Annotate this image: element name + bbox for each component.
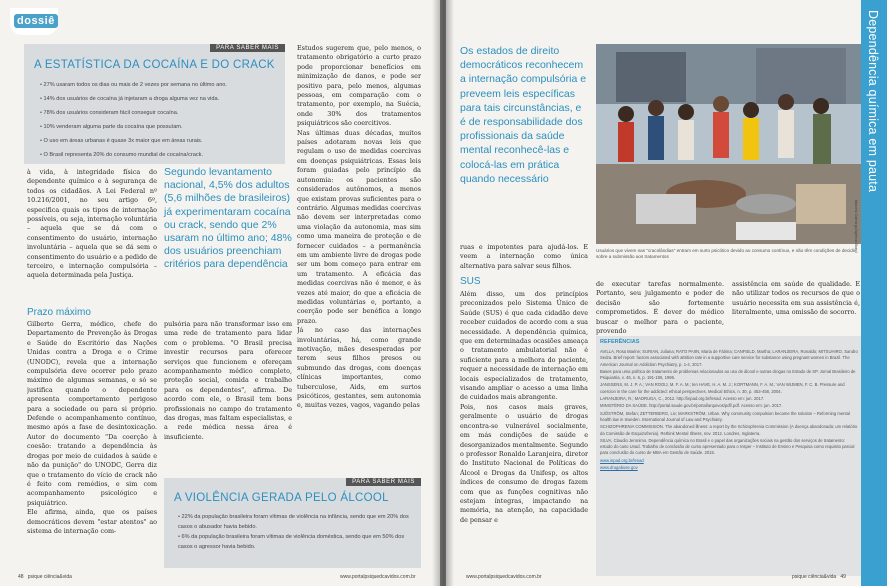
list-item: • 14% dos usuários de cocaína já injetaram a droga alguma vez na vida. — [40, 92, 280, 106]
stats-list — [40, 78, 280, 162]
column-1b — [27, 320, 157, 552]
reference-item: SCHIZOPHRENIA COMMISSION. The abandoned illness: a report by the Schizophrenia Commission (A doença abandonada: um relatório da Comissão de Esquizofrenia). Rethink Mental Illness, nov. 2012. Londres, Inglaterra. — [600, 424, 858, 436]
list-item: • 10% venderam alguma parte da cocaína que possuíam. — [40, 120, 280, 134]
column-2 — [164, 320, 292, 442]
paragraph: Além disso, um dos princípios preconizados pelo Sistema Único de Saúde (SUS) é que cada cidadão deve receber cuidados de acordo com a sua necessidade. A dependência química, que em determinadas ocasiões ameaça o tratamento ambulatorial não é suficiente para a melhora do paciente, requer a necessidade de internação em locais especializados de tratamento, visando ampliar o acesso a uma linha de cuidados mais abrangente. — [460, 290, 588, 402]
reference-link[interactable]: www.drugabuse.gov — [600, 465, 638, 471]
reference-item: Bases para uma política de tratamento de problemas relacionados ao uso de álcool e outras drogas no Estado de SP. Jornal Brasileiro de Psiquiatria, v. 45, n. 6, p. 191-195, 1996. — [600, 368, 856, 381]
list-item: • 27% usaram todos os dias ou mais de 2 vezes por semana no último ano. — [40, 78, 280, 92]
paragraph: Ele afirma, ainda, que os países democráticos devem "estar atentos" ao sistema de internação com- — [27, 508, 157, 535]
paragraph: à vida, à integridade física do dependente químico e à segurança de todos os cidadãos. A Lei Federal nº 10.216/2001, no seu artigo 6º, especifica quais os tipos de internação possíveis, ou seja, internação voluntária – aquela que se dá com o consentimento do usuário, internação involuntária – aquela que se dá sem o consentimento do usuário e a pedido de terceiro, e internação compulsória – aquela determinada pela Justiça. — [27, 168, 158, 280]
dossie-label: dossiê — [14, 14, 58, 28]
box-title: A ESTATÍSTICA DA COCAÍNA E DO CRACK — [34, 59, 275, 71]
section-heading-prazo: Prazo máximo — [27, 307, 91, 318]
reference-item: AVILLA, Rosa Marine; SURIAN, Juliana; RATO PAIIN, Maria de Fátima; CANFIELD, Martha; LARANJEIRA, Ronaldo; MITSUHIRO, Sandro Sedra. Brief report: factors associated with attrition rate in a supportive care service for substance using pregnant women in Brazil. The American Journal on Addiction Psychiatry, p. 1-4, 2017. — [600, 349, 858, 367]
list-item: • 22% da população brasileira foram vítimas de violência na infância, sendo que em 20% dos casos o abusador havia bebido. — [178, 512, 414, 532]
stats-box-alcohol — [164, 478, 421, 568]
references-list — [600, 349, 858, 472]
right-page — [446, 0, 887, 586]
pullquote-right: Os estados de direito democráticos reconhecem a internação compulsória e preveem leis específicas para tais circunstâncias, e é de responsabilidade dos profissionais da saúde mental reconhecê-las e colocá-las em prática quando necessário — [460, 45, 587, 185]
column-1 — [27, 168, 157, 281]
crowd-illustration — [596, 44, 862, 244]
column-2 — [596, 280, 724, 336]
paragraph: ruas e impotentes para ajudá-los. E veem a internação como única alternativa para salvar seus filhos. — [460, 243, 588, 270]
paragraph: Já no caso das internações involuntárias, há, como grande motivação, mães desesperadas por terem seus filhos presos ou submundo das drogas, com doenças clínicas importantes, como tuberculose, Aids, em surtos psicóticos, gestantes, sem autonomia e, muitas vezes, vagos, vagando pelas — [297, 326, 421, 410]
reference-item: SJÖSTRÖM, Stefan; ZETTERBERG, Liv; MARKSTRÖM, Urban. Why community compulsion became the solution – Reforming mental health law in Sweden. International Journal of Law and Psychiatry. — [600, 410, 850, 422]
section-side-bar — [861, 0, 887, 586]
paragraph: Nas últimas duas décadas, muitos países adotaram novas leis que regulam o uso de medidas coercivas em doenças psiquiátricas. Essas leis foram guiadas pelo princípio da autonomia: os pacientes são considerados autônomos, a menos que existam provas suficientes para o contrário. Algumas medidas coercivas não devem ser interpretadas como uma violação da autonomia, mas sim como uma maneira de proteção e de fornecer cuidados – a permanência em um ambiente livre de drogas pode ser um bom começo para entrar em um tratamento. A eficácia das medidas coercivas não é menor, e às vezes até maior, do que a eficácia de medidas voluntárias e, portanto, a coerção pode ser benéfica a longo prazo. — [297, 128, 421, 325]
list-item: • 78% dos usuários consideram fácil conseguir cocaína. — [40, 106, 280, 120]
paragraph: Pois, nos casos mais graves, geralmente o usuário de drogas encontra-se vulnerável socialmente, em más condições de saúde e desorganizados mentalmente. Segundo o professor Ronaldo Laranjeira, diretor do Instituto Nacional de Políticas do Álcool e Drogas da Unifesp, os altos índices de consumo de drogas fazem com que as funções cognitivas não estejam íntegras, impactando na memória, na atenção, na capacidade de pensar e — [460, 402, 588, 524]
violence-list — [178, 512, 414, 552]
box-title: A VIOLÊNCIA GERADA PELO ÁLCOOL — [174, 492, 389, 504]
photo-caption: Usuários que vivem nas "cracolândias" entram em surto psicótico devido ao consumo contínuo, e não têm condições de decidir sobre a submissão aos tratamentos — [596, 248, 856, 259]
column-sus — [460, 290, 588, 576]
magazine-name: psique ciência&vida — [27, 574, 72, 580]
page-number: 49 — [840, 574, 846, 580]
reference-link[interactable]: www.inpad.org.br/lenad — [600, 457, 644, 463]
page-number: 48 — [18, 574, 24, 580]
paragraph: Estudos sugerem que, pelo menos, o tratamento obrigatório a curto prazo pode proporcionar benefícios em minimização de danos, e pode ser positivo para, pelo menos, algumas pessoas, em comparação com o tratamento, por exemplo, na Suécia, onde 30% dos tratamentos psiquiátricos são coercitivos. — [297, 44, 421, 128]
footer-right — [792, 574, 846, 580]
reference-item: SILVA, Claudio Jeronimo. Dependência química no Brasil e o papel das organizações sociais na gestão dos serviços de tratamento: estudo do caso Unad. Trabalho de conclusão de curso apresentado para o Insper – Instituto de Ensino e Pesquisa como requisito parcial para conclusão do curso de MBA em Gestão de Saúde. 2015. — [600, 437, 855, 456]
reference-item: LARANJEIRA, R.; MADRUGA, C., 2012. http://inpad.org.br/lenad. Acesso em: jun. 2017. — [600, 396, 765, 402]
footer-url: www.portalpsiquedcavidos.com.br — [340, 574, 416, 580]
references-title: REFERÊNCIAS — [600, 339, 640, 345]
paragraph: assistência em saúde de qualidade. E não utilizar todos os recursos de que o usuário necessita em sua assistência é, literalmente, uma omissão de socorro. — [732, 280, 860, 317]
left-page — [0, 0, 440, 586]
reference-item: JANSSENS, M. J. P. A.; VAN ROOIJ, M. F. A. M.; ten HAVE, H. A. M. J.; KORTMANN, F. A. M.; VAN WIJMEN, F. C. B. Pressure and coercion in the care for the addicted: ethical perspectives. Medical Ethics, n. 30, p. 453-458, 2004. — [600, 382, 845, 394]
reference-item: MINISTÉRIO DA SAÚDE. http://portal.saude.gov.br/portal/arquivos/pdf/.pdf. Acesso em: jun. 2017. — [600, 403, 783, 409]
box-tag: PARA SABER MAIS — [346, 478, 421, 486]
list-item: • 6% da população brasileira foram vítimas de violência doméstica, sendo que em 50% dos casos o agressor havia bebido. — [178, 532, 414, 552]
column-3 — [297, 44, 421, 456]
box-tag: PARA SABER MAIS — [210, 44, 285, 52]
section-heading-sus: SUS — [460, 276, 481, 287]
section-title: Dependência química em pauta — [866, 10, 880, 193]
paragraph: Gilberto Gerra, médico, chefe do Departamento de Prevenção às Drogas e Saúde do Escritório das Nações Unidas contra a Droga e o Crime (UNODC), revela que a internação compulsória deve ocorrer pelo prazo máximo de algumas semanas, e só se justifica quando o dependente apresenta comportamento perigoso para a sociedade ou para si próprio. Defende o acompanhamento contínuo, mesmo após a fase de desintoxicação. Autor do documento "Da coerção à coesão: tratando a dependência às drogas por meio de cuidados à saúde e não da punição" do UNODC, Gerra diz que o tratamento do vício de crack não é feito com remédios, e sim com acompanhamento psicológico e psiquiátrico. — [27, 320, 157, 507]
stats-box-cocaine — [24, 44, 285, 164]
column-3 — [732, 280, 860, 318]
footer-left — [18, 574, 72, 580]
paragraph: pulsória para não transformar isso em uma rede de tratamento para lidar com o problema. "O Brasil precisa investir recursos para oferecer serviços que funcionem e ofereçam acompanhamento médico completo, proteção social, comida e trabalho para os dependentes", afirma. De acordo com ele, o Brasil tem bons profissionais no campo do tratamento das drogas, mas faltam especialistas, e a rede médica nessa área é insuficiente. — [164, 320, 292, 441]
footer-url: www.portalpsiquedcavidos.com.br — [466, 574, 542, 580]
list-item: • O uso em áreas urbanas é quase 3x maior que em áreas rurais. — [40, 134, 280, 148]
dossie-badge — [10, 8, 58, 35]
list-item: • O Brasil representa 20% do consumo mundial de cocaína/crack. — [40, 148, 280, 162]
magazine-name: psique ciência&vida — [792, 574, 837, 580]
paragraph: de executar tarefas normalmente. Portanto, seu julgamento e poder de decisão são fortemente comprometidos. É dever do médico buscar o melhor para o paciente, provendo — [596, 280, 724, 336]
pullquote-left: Segundo levantamento nacional, 4,5% dos adultos (5,6 milhões de brasileiros) já experimentaram cocaína ou crack, sendo que 2% usaram no último ano; 48% dos usuários preenchiam critérios para dependência — [164, 166, 292, 271]
references-box — [596, 336, 862, 576]
news-photo — [596, 44, 862, 244]
column-1-intro — [460, 243, 588, 271]
photo-credit: Marcelo Camargo/Agência Brasil — [854, 200, 858, 253]
